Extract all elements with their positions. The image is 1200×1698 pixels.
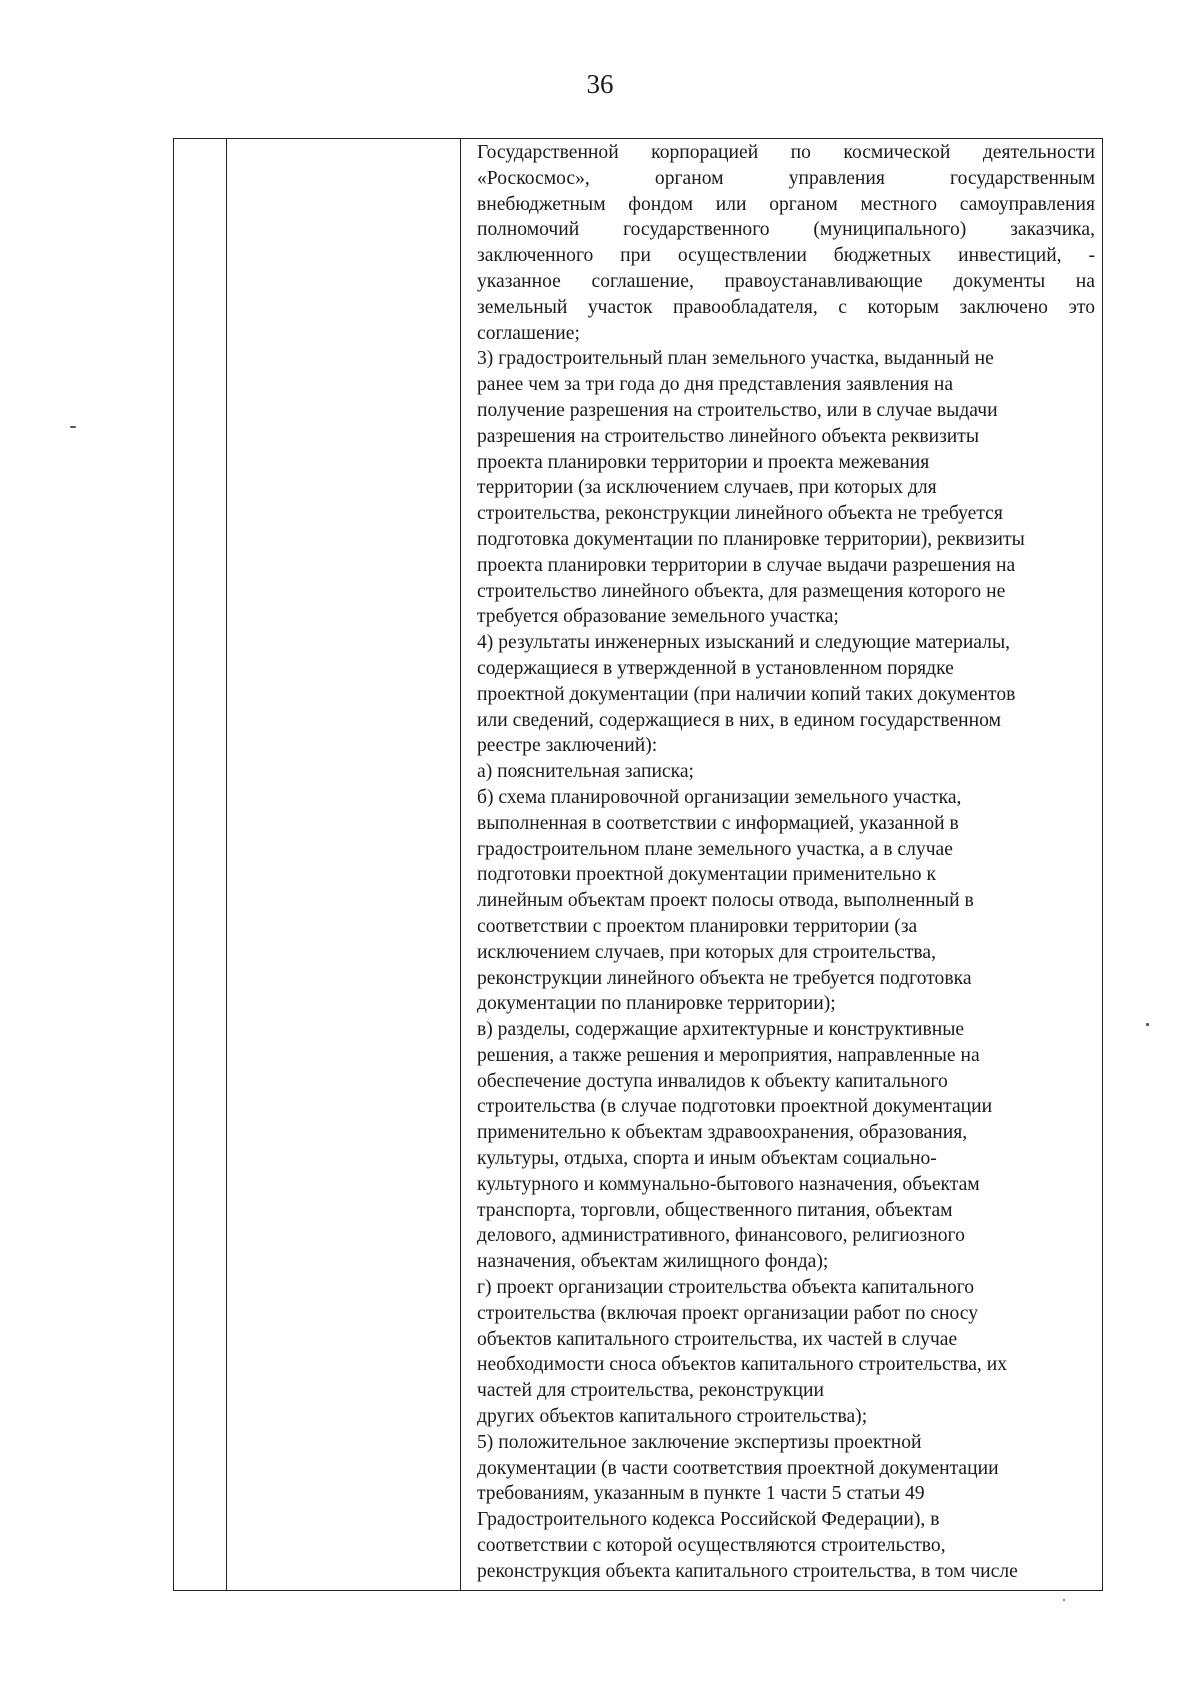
text-line: транспорта, торговли, общественного питания, объектам [477,1199,953,1221]
text-line: полномочий государственного (муниципального) заказчика, [477,219,1095,241]
text-line: требуется образование земельного участка; [477,606,839,628]
text-line: проекта планировки территории и проекта межевания [477,451,930,473]
text-line: частей для строительства, реконструкции [477,1380,824,1402]
text-line: назначения, объектам жилищного фонда); [477,1251,829,1273]
text-line: документации по планировке территории); [477,993,836,1015]
text-line: документации (в части соответствия проектной документации [477,1457,999,1479]
text-line: подготовки проектной документации применительно к [477,864,937,886]
text-line: требованиям, указанным в пункте 1 части 5 статьи 49 [477,1483,925,1505]
text-line: градостроительном плане земельного участка, а в случае [477,838,953,860]
text-line: а) пояснительная записка; [477,761,694,783]
text-line: соответствии с проектом планировки территории (за [477,915,918,937]
text-line: линейным объектам проект полосы отвода, выполненный в [477,890,974,912]
text-line: обеспечение доступа инвалидов к объекту капитального [477,1070,948,1092]
text-line: получение разрешения на строительство, или в случае выдачи [477,399,998,421]
text-line: реконструкции линейного объекта не требуется подготовка [477,967,972,989]
text-line: необходимости сноса объектов капитального строительства, их [477,1354,1008,1376]
text-line: 3) градостроительный план земельного участка, выданный не [477,348,994,370]
text-line: исключением случаев, при которых для строительства, [477,941,936,963]
text-line: содержащиеся в утвержденной в установленном порядке [477,657,954,679]
text-line: других объектов капитального строительства); [477,1406,868,1428]
page-number: 36 [586,69,614,99]
text-line: внебюджетным фондом или органом местного самоуправления [477,193,1095,215]
table-cell-text [477,139,1095,1585]
text-line: строительство линейного объекта, для размещения которого не [477,580,1006,602]
text-line: Градостроительного кодекса Российской Федерации), в [477,1509,940,1531]
text-line: реконструкция объекта капитального строительства, в том числе [477,1560,1018,1582]
text-line: проекта планировки территории в случае выдачи разрешения на [477,554,1016,576]
text-line: «Роскосмос», органом управления государственным [477,167,1095,189]
text-line: строительства, реконструкции линейного объекта не требуется [477,503,1003,525]
text-line: применительно к объектам здравоохранения, образования, [477,1122,968,1144]
text-line: выполненная в соответствии с информацией, указанной в [477,812,959,834]
text-line: решения, а также решения и мероприятия, направленные на [477,1044,980,1066]
text-line: указанное соглашение, правоустанавливающие документы на [477,270,1095,292]
scan-speck [70,426,76,428]
scan-speck [1063,1599,1065,1601]
text-line: объектов капитального строительства, их частей в случае [477,1328,958,1350]
document-table [173,138,1103,1591]
text-line: г) проект организации строительства объекта капитального [477,1277,975,1299]
text-line: земельный участок правообладателя, с которым заключено это [477,296,1095,318]
text-line: культурного и коммунально-бытового назначения, объектам [477,1173,980,1195]
text-line: проектной документации (при наличии копий таких документов [477,683,1016,705]
text-line: строительства (в случае подготовки проектной документации [477,1096,993,1118]
text-line: 5) положительное заключение экспертизы проектной [477,1431,922,1453]
text-line: реестре заключений): [477,735,658,757]
text-line: соответствии с которой осуществляются строительство, [477,1535,946,1557]
text-line: Государственной корпорацией по космической деятельности [477,142,1095,163]
text-line: соглашение; [477,322,580,344]
text-line: делового, административного, финансового, религиозного [477,1225,965,1247]
text-line: культуры, отдыха, спорта и иным объектам социально- [477,1148,937,1170]
column-divider-2 [460,139,461,1590]
column-divider-1 [226,139,227,1590]
text-line: б) схема планировочной организации земельного участка, [477,786,962,808]
text-line: или сведений, содержащиеся в них, в едином государственном [477,709,1001,731]
text-line: разрешения на строительство линейного объекта реквизиты [477,425,980,447]
text-line: в) разделы, содержащие архитектурные и конструктивные [477,1019,965,1041]
text-line: 4) результаты инженерных изысканий и следующие материалы, [477,632,1011,654]
text-line: заключенного при осуществлении бюджетных инвестиций, - [477,245,1095,267]
text-line: строительства (включая проект организации работ по сносу [477,1302,978,1324]
text-line: территории (за исключением случаев, при которых для [477,477,937,499]
text-line: ранее чем за три года до дня представления заявления на [477,374,954,396]
text-line: подготовка документации по планировке территории), реквизиты [477,528,1025,550]
scan-speck [1146,1023,1149,1026]
